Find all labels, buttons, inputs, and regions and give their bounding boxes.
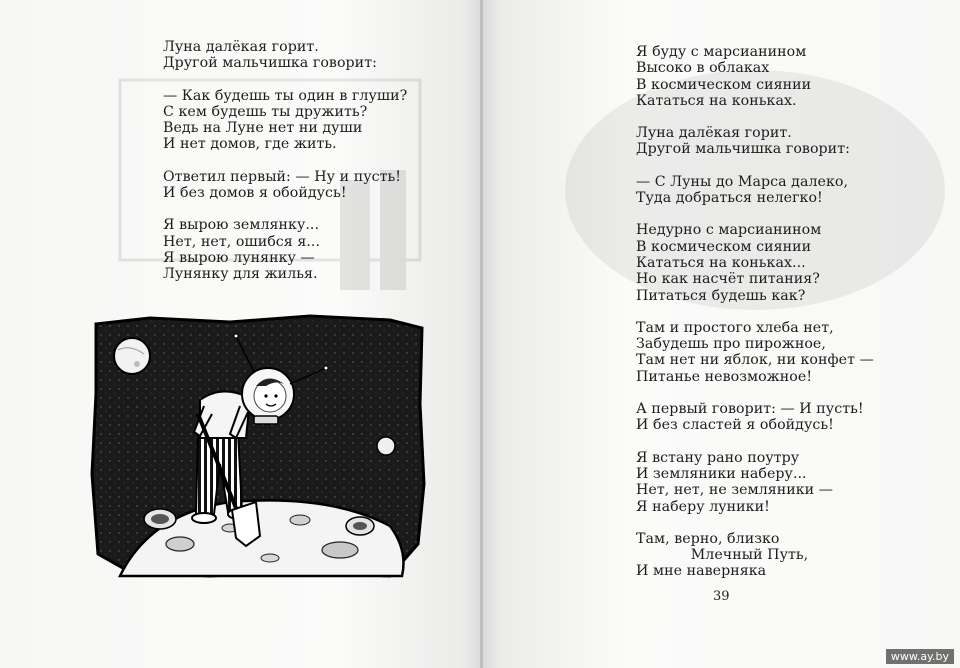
poem-line: Другой мальчишка говорит: — [163, 55, 377, 72]
poem-line: Ведь на Луне нет ни души — [163, 120, 363, 137]
stanza — [163, 88, 407, 153]
poem-line: Недурно с марсианином — [636, 222, 822, 239]
book-gutter — [480, 0, 483, 668]
right-poem — [636, 44, 874, 596]
poem-line: И без домов я обойдусь! — [163, 185, 347, 202]
poem-line: Ответил первый: — Ну и пусть! — [163, 168, 402, 185]
poem-line: С кем будешь ты дружить? — [163, 103, 368, 120]
small-planet-icon — [377, 437, 395, 455]
poem-line: Нет, нет, не земляники — — [636, 482, 833, 499]
poem-line: И мне наверняка — [636, 563, 767, 580]
poem-line: И земляники наберу... — [636, 465, 807, 482]
stanza — [636, 44, 874, 109]
stanza — [636, 174, 874, 207]
poem-line: Луна далёкая горит. — [163, 39, 319, 55]
stanza — [636, 125, 874, 158]
poem-line: Там нет ни яблок, ни конфет — — [636, 352, 874, 369]
poem-line: Лунянку для жилья. — [163, 266, 318, 283]
stanza — [163, 217, 407, 282]
stanza — [636, 531, 874, 580]
left-poem — [163, 39, 407, 299]
poem-line: И без сластей я обойдусь! — [636, 417, 834, 434]
poem-line: И нет домов, где жить. — [163, 136, 337, 153]
poem-line: Высоко в облаках — [636, 60, 770, 77]
poem-line: Кататься на коньках. — [636, 92, 797, 109]
poem-line: Луна далёкая горит. — [636, 125, 792, 142]
poem-line: Питанье невозможное! — [636, 368, 813, 385]
moon-digging-illustration — [90, 314, 426, 580]
poem-line: — Как будешь ты один в глуши? — [163, 87, 408, 104]
poem-line: Там и простого хлеба нет, — [636, 319, 834, 336]
stanza — [163, 39, 407, 72]
poem-line: Там, верно, близко — [636, 530, 780, 547]
poem-line: Кататься на коньках... — [636, 254, 806, 271]
poem-line: Но как насчёт питания? — [636, 271, 820, 288]
poem-line: В космическом сиянии — [636, 76, 812, 93]
poem-line: — С Луны до Марса далеко, — [636, 173, 849, 190]
poem-line: Туда добраться нелегко! — [636, 190, 823, 207]
stanza — [636, 450, 874, 515]
stanza — [636, 401, 874, 434]
poem-line: Я встану рано поутру — [636, 449, 800, 466]
poem-line: Другой мальчишка говорит: — [636, 141, 850, 158]
poem-line: А первый говорит: — И пусть! — [636, 401, 864, 418]
poem-line: Забудешь про пирожное, — [636, 336, 826, 353]
poem-line: Я наберу луники! — [636, 498, 770, 515]
poem-line: В космическом сиянии — [636, 238, 812, 255]
planet-icon — [114, 338, 150, 374]
poem-line: Нет, нет, ошибся я... — [163, 233, 321, 250]
page-number: 39 — [713, 589, 730, 604]
poem-line: Млечный Путь, — [636, 547, 809, 564]
stanza — [636, 222, 874, 303]
watermark: www.ay.by — [886, 649, 954, 664]
stanza — [163, 169, 407, 202]
poem-line: Я буду с марсианином — [636, 44, 807, 60]
poem-line: Я вырою лунянку — — [163, 249, 315, 266]
poem-line: Я вырою землянку... — [163, 217, 320, 234]
poem-line: Питаться будешь как? — [636, 287, 806, 304]
stanza — [636, 320, 874, 385]
